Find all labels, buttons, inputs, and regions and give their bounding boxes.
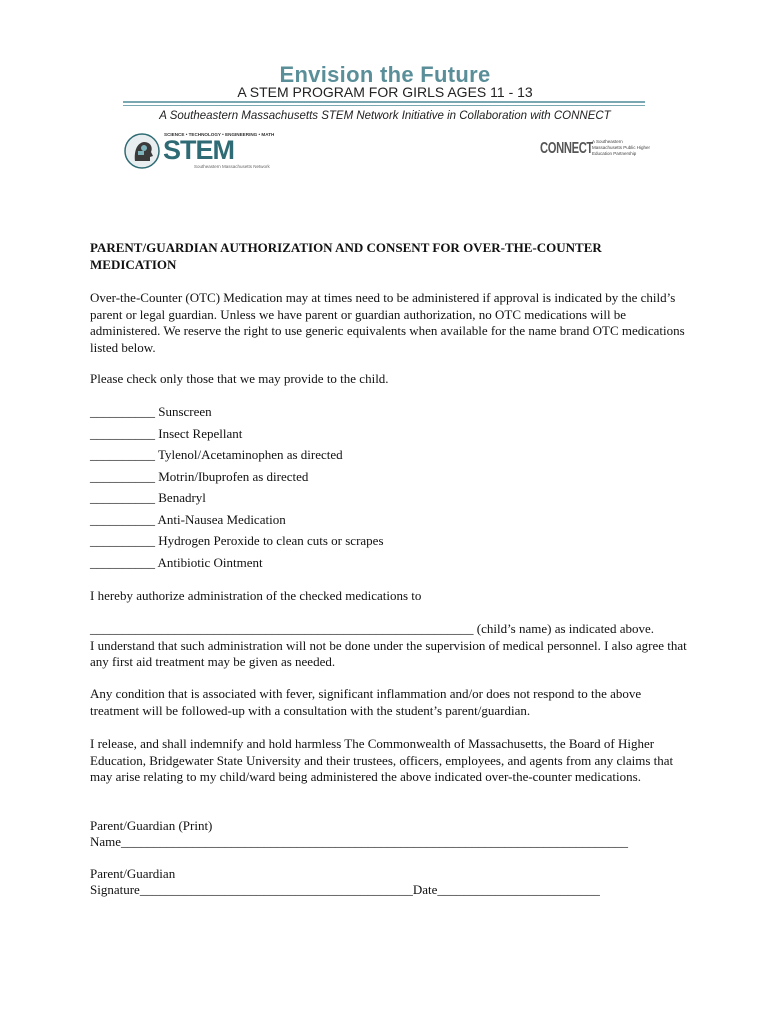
release-paragraph: I release, and shall indemnify and hold harmless The Commonwealth of Massachusetts, the Board of Higher Education, Bridgewater State University and their trustees, officers, employees, and agents from any claims that may arise relating to my child/ward being administered the above indicated over-the-counter medications.: [90, 736, 674, 784]
child-name-field[interactable]: ___________________________________________________________: [90, 621, 474, 636]
medication-item-benadryl[interactable]: [90, 490, 206, 506]
medication-label: Anti-Nausea Medication: [157, 512, 286, 527]
medication-item-hydrogen-peroxide[interactable]: [90, 533, 384, 549]
header-rule: [123, 105, 645, 106]
initiative-line: A Southeastern Massachusetts STEM Network Initiative in Collaboration with CONNECT: [159, 110, 611, 122]
medication-blank: __________: [90, 426, 155, 441]
authorize-statement: I hereby authorize administration of the checked medications to: [90, 588, 422, 603]
parent-name-row: [90, 834, 628, 851]
connect-logo: [540, 134, 650, 170]
parent-name-field[interactable]: ______________________________________________________________________________: [121, 834, 629, 849]
medication-blank: __________: [90, 555, 155, 570]
medication-label: Tylenol/Acetaminophen as directed: [158, 447, 343, 462]
signature-row: [90, 882, 600, 899]
medication-blank: __________: [90, 490, 155, 505]
child-name-suffix: (child’s name) as indicated above.: [473, 621, 654, 636]
medication-item-antibiotic-ointment[interactable]: [90, 555, 263, 571]
parent-signature-label: Parent/Guardian: [90, 866, 176, 881]
stem-wordmark: STEM: [163, 135, 235, 165]
medication-item-sunscreen[interactable]: [90, 404, 212, 420]
stem-logo: [124, 131, 274, 171]
signature-field[interactable]: __________________________________________: [139, 882, 413, 897]
child-name-block: [90, 621, 690, 671]
header-rule: [123, 101, 645, 103]
connect-description: A Southeastern Massachusetts Public Higher Education Partnership: [592, 139, 651, 156]
signature-label: Signature: [90, 882, 140, 897]
medication-blank: __________: [90, 447, 155, 462]
check-prompt: Please check only those that we may provide to the child.: [90, 371, 389, 386]
program-subtitle: A STEM PROGRAM FOR GIRLS AGES 11 - 13: [237, 84, 533, 100]
name-label: Name: [90, 834, 122, 849]
medication-label: Sunscreen: [158, 404, 212, 419]
medication-blank: __________: [90, 469, 155, 484]
connect-wordmark: CONNECT: [540, 140, 593, 157]
medication-label: Hydrogen Peroxide to clean cuts or scrapes: [158, 533, 384, 548]
medication-label: Benadryl: [158, 490, 206, 505]
fever-paragraph: Any condition that is associated with fever, significant inflammation and/or does not respond to the above treatment will be followed-up with a consultation with the student’s parent/guardian.: [90, 686, 642, 718]
stem-network-caption: Southeastern Massachusetts Network: [194, 164, 270, 169]
medication-item-insect-repellant[interactable]: [90, 426, 242, 442]
medication-label: Insect Repellant: [158, 426, 243, 441]
medication-item-anti-nausea[interactable]: [90, 512, 286, 528]
intro-paragraph: Over-the-Counter (OTC) Medication may at times need to be administered if approval is indicated by the child’s parent or legal guardian. Unless we have parent or guardian authorization, no OTC medications will be administered. We reserve the right to use generic equivalents when available for the name brand OTC medications listed below.: [90, 290, 685, 355]
stem-tagline: SCIENCE • TECHNOLOGY • ENGINEERING • MATH: [164, 132, 275, 137]
medication-blank: __________: [90, 512, 155, 527]
head-silhouette-icon: [124, 133, 160, 169]
medication-blank: __________: [90, 533, 155, 548]
medication-item-motrin[interactable]: [90, 469, 308, 485]
understand-statement: I understand that such administration will not be done under the supervision of medical personnel. I also agree that any first aid treatment may be given as needed.: [90, 637, 687, 669]
medication-label: Antibiotic Ointment: [157, 555, 263, 570]
date-field[interactable]: _________________________: [437, 882, 600, 897]
date-label: Date: [412, 882, 438, 897]
program-title: Envision the Future: [279, 62, 491, 87]
medication-blank: __________: [90, 404, 155, 419]
parent-print-label: Parent/Guardian (Print): [90, 818, 213, 833]
form-heading: PARENT/GUARDIAN AUTHORIZATION AND CONSENT FOR OVER-THE-COUNTER MEDICATION: [90, 240, 602, 272]
medication-label: Motrin/Ibuprofen as directed: [158, 469, 309, 484]
medication-item-tylenol[interactable]: [90, 447, 343, 463]
